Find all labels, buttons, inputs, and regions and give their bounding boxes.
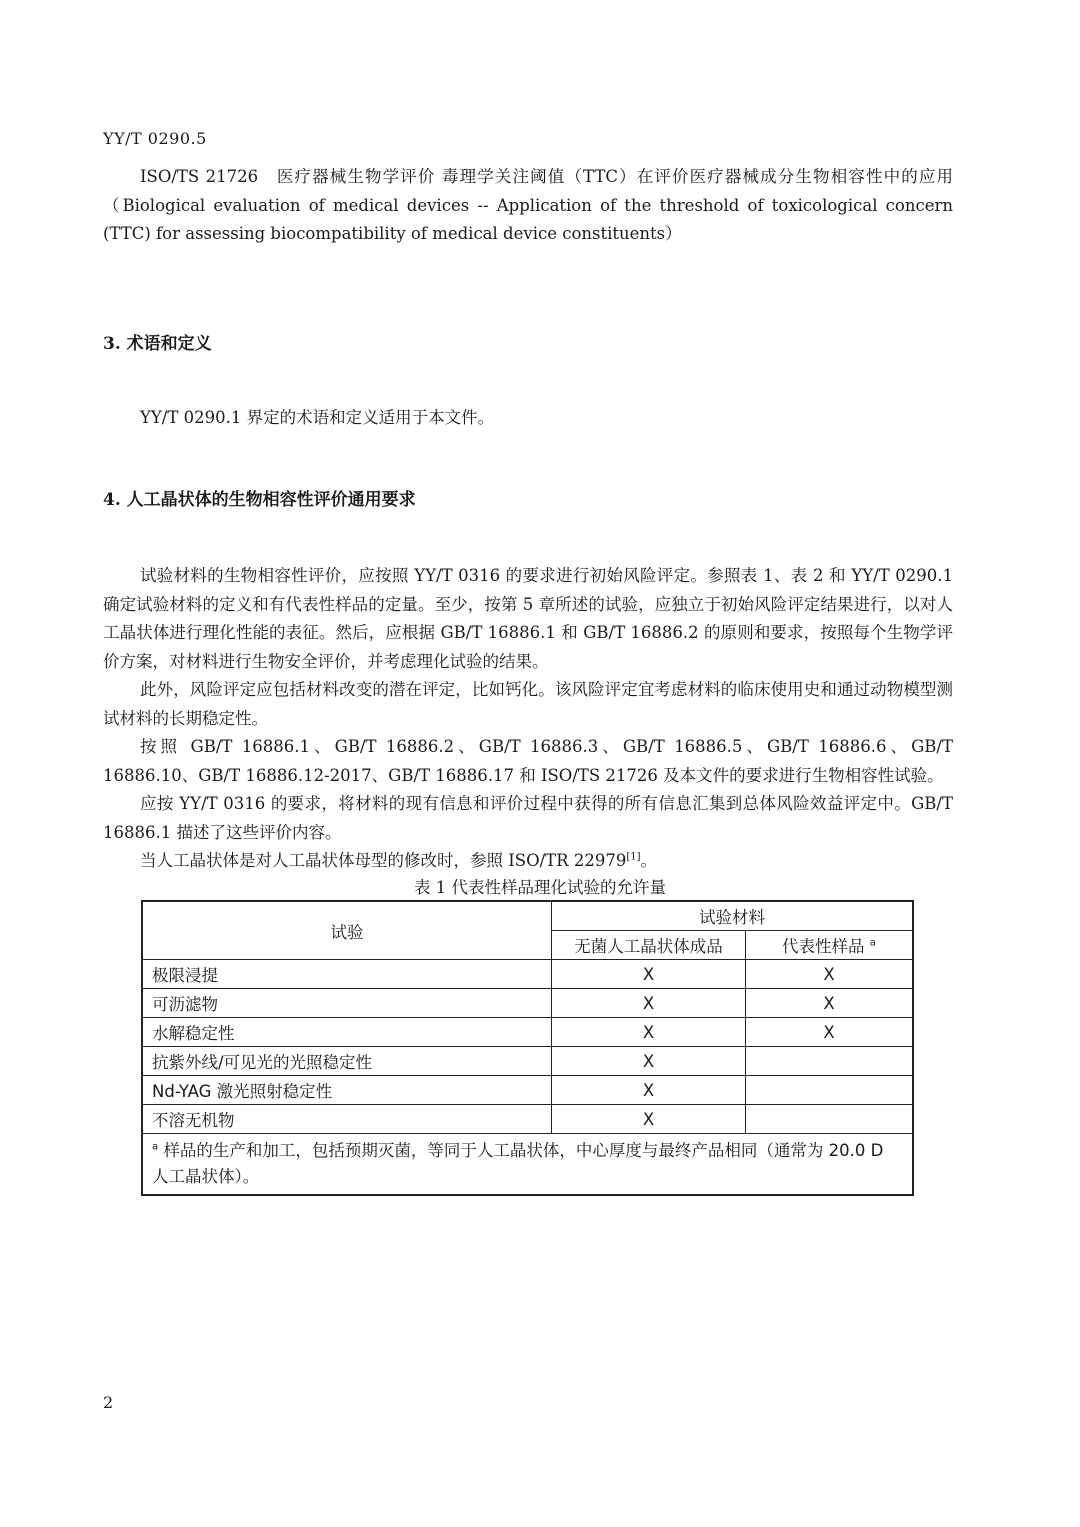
footnote-marker: a	[152, 1141, 159, 1153]
header-material-group: 试验材料	[552, 901, 914, 931]
table-row	[142, 1018, 913, 1047]
row-test: 不溶无机物	[142, 1105, 552, 1134]
table-caption: 表 1 代表性样品理化试验的允许量	[414, 878, 666, 897]
section-4-body	[103, 562, 953, 876]
section-4-paragraph: 试验材料的生物相容性评价，应按照 YY/T 0316 的要求进行初始风险评定。参照表 1、表 2 和 YY/T 0290.1 确定试验材料的定义和有代表性样品的定量。至少，按第 5 章所述的试验，应独立于初始风险评定结果进行，以对人工晶状体进行理化性能的表征。然后，应根据 GB/T 16886.1 和 GB/T 16886.2 的原则和要求，按照每个生物学评价方案，对材料进行生物安全评价，并考虑理化试验的结果。	[103, 566, 953, 671]
table-row	[142, 1047, 913, 1076]
header-sterile-lens: 无菌人工晶状体成品	[552, 931, 746, 960]
footnote-marker: a	[869, 937, 876, 949]
last-paragraph-end: 。	[640, 851, 657, 870]
row-col-b: X	[746, 1018, 914, 1047]
table-footnote	[142, 1134, 913, 1196]
footnote-text: 样品的生产和加工，包括预期灭菌，等同于人工晶状体，中心厚度与最终产品相同（通常为 20.0 D 人工晶状体）。	[152, 1141, 884, 1186]
row-test: 抗紫外线/可见光的光照稳定性	[142, 1047, 552, 1076]
row-col-a: X	[552, 989, 746, 1018]
allowance-table	[141, 900, 914, 1196]
row-col-a: X	[552, 960, 746, 989]
section-3-heading: 3. 术语和定义	[103, 334, 212, 354]
row-test: 极限浸提	[142, 960, 552, 989]
row-col-a: X	[552, 1076, 746, 1105]
table-row	[142, 960, 913, 989]
row-col-a: X	[552, 1018, 746, 1047]
table-row	[142, 1076, 913, 1105]
row-col-b: X	[746, 989, 914, 1018]
row-test: 可沥滤物	[142, 989, 552, 1018]
section-3-text: YY/T 0290.1 界定的术语和定义适用于本文件。	[140, 408, 495, 427]
table-header-row	[142, 901, 913, 931]
header-test: 试验	[142, 901, 552, 960]
page-number: 2	[103, 1393, 114, 1412]
row-col-a: X	[552, 1105, 746, 1134]
row-col-a: X	[552, 1047, 746, 1076]
section-4-paragraph-last	[103, 847, 953, 876]
row-col-b	[746, 1105, 914, 1134]
document-header: YY/T 0290.5	[103, 129, 207, 148]
row-col-b	[746, 1047, 914, 1076]
table-row	[142, 1105, 913, 1134]
last-paragraph-text: 当人工晶状体是对人工晶状体母型的修改时，参照 ISO/TR 22979	[140, 851, 627, 870]
row-test: Nd-YAG 激光照射稳定性	[142, 1076, 552, 1105]
table-footnote-row	[142, 1134, 913, 1196]
row-test: 水解稳定性	[142, 1018, 552, 1047]
reference-entry: ISO/TS 21726 医疗器械生物学评价 毒理学关注阈值（TTC）在评价医疗器械成分生物相容性中的应用（Biological evaluation of medical devices -- Application of the threshold of toxicological concern (TTC) for assessing biocompatibility of medical device constituents）	[103, 167, 953, 243]
section-4-heading: 4. 人工晶状体的生物相容性评价通用要求	[103, 490, 416, 510]
header-representative-sample	[746, 931, 914, 960]
row-col-b: X	[746, 960, 914, 989]
citation-ref: [1]	[626, 851, 641, 863]
section-4-paragraph: 应按 YY/T 0316 的要求，将材料的现有信息和评价过程中获得的所有信息汇集到总体风险效益评定中。GB/T 16886.1 描述了这些评价内容。	[103, 794, 953, 842]
section-4-paragraph: 按照 GB/T 16886.1、GB/T 16886.2、GB/T 16886.3、GB/T 16886.5、GB/T 16886.6、GB/T 16886.10、GB/T 16886.12-2017、GB/T 16886.17 和 ISO/TS 21726 及本文件的要求进行生物相容性试验。	[103, 737, 953, 785]
table-row	[142, 989, 913, 1018]
header-representative-sample-label: 代表性样品	[782, 937, 865, 956]
row-col-b	[746, 1076, 914, 1105]
section-4-paragraph: 此外，风险评定应包括材料改变的潜在评定，比如钙化。该风险评定宜考虑材料的临床使用史和通过动物模型测试材料的长期稳定性。	[103, 680, 953, 728]
